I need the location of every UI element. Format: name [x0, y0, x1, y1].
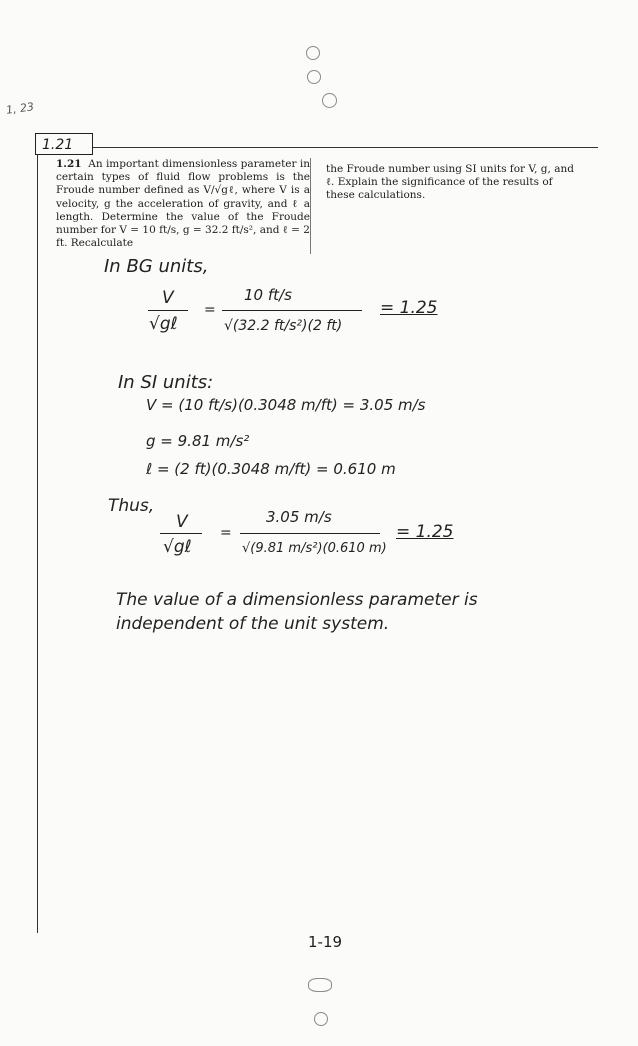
- problem-statement-left: [56, 158, 311, 254]
- problem-text-left: An important dimensionless parameter in certain types of fluid flow problems is the Froude number defined as V/√gℓ, where V is a velocity, g the acceleration of gravity, and ℓ a length. Determine the value of the Froude number for V = 10 ft/s, g = 32.2 ft/s², and ℓ = 2 ft. Recalculate: [56, 158, 310, 250]
- si-gravity: g = 9.81 m/s²: [146, 432, 250, 450]
- bg-lhs-fraction-bar: [148, 310, 188, 311]
- binder-hole-top-3: [322, 93, 337, 108]
- bg-rhs-denominator: √(32.2 ft/s²)(2 ft): [224, 318, 343, 334]
- si-heading: In SI units:: [118, 372, 214, 393]
- si-equals: =: [220, 525, 232, 541]
- corner-note: 1, 23: [5, 100, 35, 117]
- conclusion-line-2: independent of the unit system.: [116, 614, 390, 634]
- si-rhs-denominator: √(9.81 m/s²)(0.610 m): [242, 541, 387, 556]
- si-result: = 1.25: [396, 522, 454, 542]
- bg-result: = 1.25: [380, 298, 438, 318]
- problem-text-right: the Froude number using SI units for V, g, and ℓ. Explain the significance of the results of these calculations.: [326, 163, 574, 202]
- bg-lhs-denominator: √gℓ: [149, 314, 178, 334]
- problem-number: 1.21: [56, 158, 82, 170]
- binder-hole-bottom-2: [314, 1012, 328, 1026]
- problem-statement-right: [326, 163, 580, 203]
- binder-hole-bottom-1: [308, 978, 332, 992]
- binder-hole-top-1: [306, 46, 320, 60]
- si-length: ℓ = (2 ft)(0.3048 m/ft) = 0.610 m: [146, 460, 396, 478]
- bg-heading: In BG units,: [104, 256, 209, 277]
- conclusion-line-1: The value of a dimensionless parameter is: [116, 590, 478, 610]
- bg-equals: =: [204, 302, 216, 318]
- thus-label: Thus,: [108, 496, 155, 516]
- si-velocity: V = (10 ft/s)(0.3048 m/ft) = 3.05 m/s: [146, 396, 426, 414]
- si-lhs-numerator: V: [176, 512, 188, 532]
- si-lhs-fraction-bar: [160, 533, 202, 534]
- si-rhs-numerator: 3.05 m/s: [266, 508, 332, 526]
- bg-rhs-numerator: 10 ft/s: [244, 286, 292, 304]
- page-number: 1-19: [308, 933, 343, 951]
- si-lhs-denominator: √gℓ: [163, 537, 192, 557]
- binder-hole-top-2: [307, 70, 321, 84]
- bg-rhs-fraction-bar: [222, 310, 362, 311]
- si-rhs-fraction-bar: [240, 533, 380, 534]
- problem-tag: 1.21: [35, 133, 93, 155]
- bg-lhs-numerator: V: [162, 288, 174, 308]
